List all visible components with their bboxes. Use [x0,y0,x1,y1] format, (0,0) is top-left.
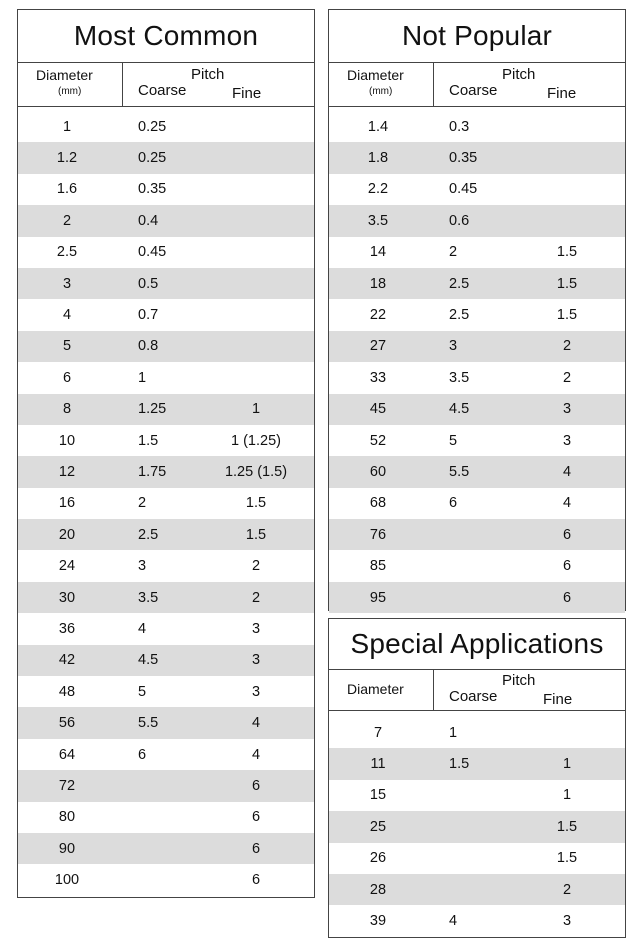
diameter-cell: 15 [369,787,387,804]
fine-pitch-cell: 6 [562,558,572,575]
coarse-pitch-cell: 1.5 [449,756,470,773]
coarse-pitch-cell: 4.5 [138,652,159,669]
table-row [18,770,314,801]
coarse-pitch-cell: 0.45 [449,181,478,198]
table-row [18,676,314,707]
table-row [18,331,314,362]
coarse-pitch-cell: 4.5 [449,401,470,418]
diameter-cell: 85 [369,558,387,575]
table-row [329,519,625,550]
table-title: Special Applications [329,619,625,670]
table-header [18,63,314,107]
diameter-cell: 52 [369,432,387,449]
fine-pitch-cell: 1 [562,787,572,804]
table-row [18,645,314,676]
table-row [18,456,314,487]
table-body [18,107,314,896]
diameter-cell: 5 [62,338,72,355]
fine-pitch-cell: 1.5 [556,307,578,324]
diameter-cell: 48 [58,683,76,700]
diameter-cell: 30 [58,589,76,606]
table-row [18,142,314,173]
diameter-cell: 1.4 [367,118,389,135]
table-row [18,111,314,142]
fine-pitch-cell: 2 [251,589,261,606]
fine-pitch-cell: 3 [562,401,572,418]
table-row [18,299,314,330]
diameter-cell: 2 [62,212,72,229]
fine-header: Fine [543,691,573,708]
fine-pitch-cell: 6 [562,526,572,543]
table-row [329,582,625,613]
coarse-pitch-cell: 2 [449,244,458,261]
pitch-header: Pitch [502,66,536,83]
coarse-pitch-cell: 5 [449,432,458,449]
diameter-cell: 100 [54,872,80,889]
coarse-header: Coarse [449,82,498,99]
coarse-pitch-cell: 4 [138,620,147,637]
table-row [329,331,625,362]
diameter-cell: 76 [369,526,387,543]
diameter-cell: 56 [58,715,76,732]
fine-pitch-cell: 2 [562,369,572,386]
fine-pitch-cell: 4 [251,746,261,763]
table-title: Most Common [18,10,314,63]
fine-pitch-cell: 6 [251,840,261,857]
pitch-header: Pitch [191,66,225,83]
coarse-pitch-cell: 0.4 [138,212,159,229]
coarse-pitch-cell: 0.8 [138,338,159,355]
coarse-pitch-cell: 1.75 [138,463,167,480]
table-row [18,394,314,425]
fine-pitch-cell: 4 [562,495,572,512]
coarse-pitch-cell: 0.7 [138,307,159,324]
table-body [329,711,625,937]
diameter-cell: 27 [369,338,387,355]
fine-pitch-cell: 1 [251,401,261,418]
diameter-cell: 1.6 [56,181,78,198]
table-header [329,63,625,107]
coarse-header: Coarse [138,82,187,99]
coarse-pitch-cell: 4 [449,913,458,930]
diameter-cell: 95 [369,589,387,606]
table-row [329,488,625,519]
table-row [329,748,625,779]
fine-pitch-cell: 6 [251,777,261,794]
coarse-pitch-cell: 5 [138,683,147,700]
fine-header: Fine [547,85,577,102]
coarse-pitch-cell: 1.5 [138,432,159,449]
diameter-cell: 10 [58,432,76,449]
fine-pitch-cell: 2 [562,338,572,355]
table-row [329,174,625,205]
table-most-common [17,9,315,898]
diameter-header: Diameter [36,67,93,83]
fine-pitch-cell: 1.5 [245,526,267,543]
table-row [18,488,314,519]
coarse-pitch-cell: 2.5 [449,307,470,324]
diameter-cell: 64 [58,746,76,763]
fine-pitch-cell: 2 [251,558,261,575]
diameter-cell: 39 [369,913,387,930]
coarse-pitch-cell: 1 [138,369,147,386]
coarse-pitch-cell: 5.5 [449,463,470,480]
unit-label: (mm) [369,86,393,97]
diameter-cell: 14 [369,244,387,261]
table-row [18,864,314,895]
coarse-pitch-cell: 0.45 [138,244,167,261]
fine-pitch-cell: 1 [562,756,572,773]
table-row [329,362,625,393]
coarse-header: Coarse [449,688,498,705]
fine-pitch-cell: 1.5 [556,818,578,835]
table-row [329,299,625,330]
diameter-cell: 45 [369,401,387,418]
fine-pitch-cell: 3 [251,652,261,669]
table-row [18,613,314,644]
table-row [329,111,625,142]
table-row [329,394,625,425]
table-row [18,519,314,550]
table-row [18,174,314,205]
diameter-cell: 36 [58,620,76,637]
fine-pitch-cell: 6 [562,589,572,606]
coarse-pitch-cell: 3.5 [138,589,159,606]
diameter-cell: 60 [369,463,387,480]
table-row [329,425,625,456]
coarse-pitch-cell: 1.25 [138,401,167,418]
table-row [329,237,625,268]
table-row [18,425,314,456]
table-row [329,811,625,842]
coarse-pitch-cell: 3 [449,338,458,355]
diameter-header: Diameter [347,681,404,697]
fine-pitch-cell: 1.5 [556,275,578,292]
diameter-cell: 26 [369,850,387,867]
table-row [18,582,314,613]
diameter-cell: 25 [369,818,387,835]
table-row [18,237,314,268]
diameter-cell: 68 [369,495,387,512]
coarse-pitch-cell: 3.5 [449,369,470,386]
fine-header: Fine [232,85,262,102]
table-row [329,905,625,936]
table-row [329,205,625,236]
diameter-cell: 7 [373,724,383,741]
diameter-cell: 18 [369,275,387,292]
table-row [18,362,314,393]
fine-pitch-cell: 2 [562,881,572,898]
fine-pitch-cell: 1 (1.25) [231,432,281,449]
header-divider [122,63,123,106]
coarse-pitch-cell: 2.5 [138,526,159,543]
table-row [18,802,314,833]
diameter-cell: 20 [58,526,76,543]
fine-pitch-cell: 6 [251,809,261,826]
table-header [329,670,625,711]
coarse-pitch-cell: 2.5 [449,275,470,292]
coarse-pitch-cell: 5.5 [138,715,159,732]
coarse-pitch-cell: 0.25 [138,118,167,135]
coarse-pitch-cell: 2 [138,495,147,512]
diameter-cell: 12 [58,463,76,480]
diameter-cell: 33 [369,369,387,386]
diameter-cell: 2.2 [367,181,389,198]
fine-pitch-cell: 4 [562,463,572,480]
diameter-cell: 80 [58,809,76,826]
coarse-pitch-cell: 3 [138,558,147,575]
coarse-pitch-cell: 0.25 [138,150,167,167]
fine-pitch-cell: 4 [251,715,261,732]
coarse-pitch-cell: 0.6 [449,212,470,229]
table-row [329,142,625,173]
diameter-cell: 22 [369,307,387,324]
diameter-cell: 1.2 [56,150,78,167]
diameter-cell: 11 [370,756,386,773]
diameter-cell: 42 [58,652,76,669]
fine-pitch-cell: 1.5 [556,850,578,867]
coarse-pitch-cell: 0.5 [138,275,159,292]
header-divider [433,670,434,710]
header-divider [433,63,434,106]
table-row [18,707,314,738]
diameter-cell: 2.5 [56,244,78,261]
diameter-cell: 1 [62,118,72,135]
table-body [329,107,625,613]
fine-pitch-cell: 3 [562,432,572,449]
table-row [329,550,625,581]
coarse-pitch-cell: 0.35 [449,150,478,167]
diameter-cell: 16 [58,495,76,512]
table-row [18,739,314,770]
table-row [18,268,314,299]
unit-label: (mm) [58,86,82,97]
table-title: Not Popular [329,10,625,63]
diameter-cell: 28 [369,881,387,898]
table-row [18,550,314,581]
diameter-cell: 6 [62,369,72,386]
coarse-pitch-cell: 1 [449,724,458,741]
fine-pitch-cell: 3 [562,913,572,930]
diameter-cell: 3.5 [367,212,389,229]
diameter-cell: 72 [58,777,76,794]
fine-pitch-cell: 1.5 [556,244,578,261]
table-row [329,843,625,874]
coarse-pitch-cell: 6 [138,746,147,763]
table-row [18,205,314,236]
coarse-pitch-cell: 0.3 [449,118,470,135]
table-not-popular [328,9,626,611]
table-special-applications [328,618,626,938]
diameter-cell: 24 [58,558,76,575]
pitch-header: Pitch [502,672,536,689]
fine-pitch-cell: 1.25 (1.5) [224,463,288,480]
fine-pitch-cell: 6 [251,872,261,889]
diameter-header: Diameter [347,67,404,83]
table-row [329,780,625,811]
fine-pitch-cell: 3 [251,683,261,700]
diameter-cell: 8 [62,401,72,418]
fine-pitch-cell: 3 [251,620,261,637]
coarse-pitch-cell: 6 [449,495,458,512]
fine-pitch-cell: 1.5 [245,495,267,512]
diameter-cell: 90 [58,840,76,857]
diameter-cell: 1.8 [367,150,389,167]
table-row [329,456,625,487]
table-row [329,268,625,299]
diameter-cell: 4 [62,307,72,324]
diameter-cell: 3 [62,275,72,292]
table-row [329,717,625,748]
table-row [18,833,314,864]
coarse-pitch-cell: 0.35 [138,181,167,198]
table-row [329,874,625,905]
